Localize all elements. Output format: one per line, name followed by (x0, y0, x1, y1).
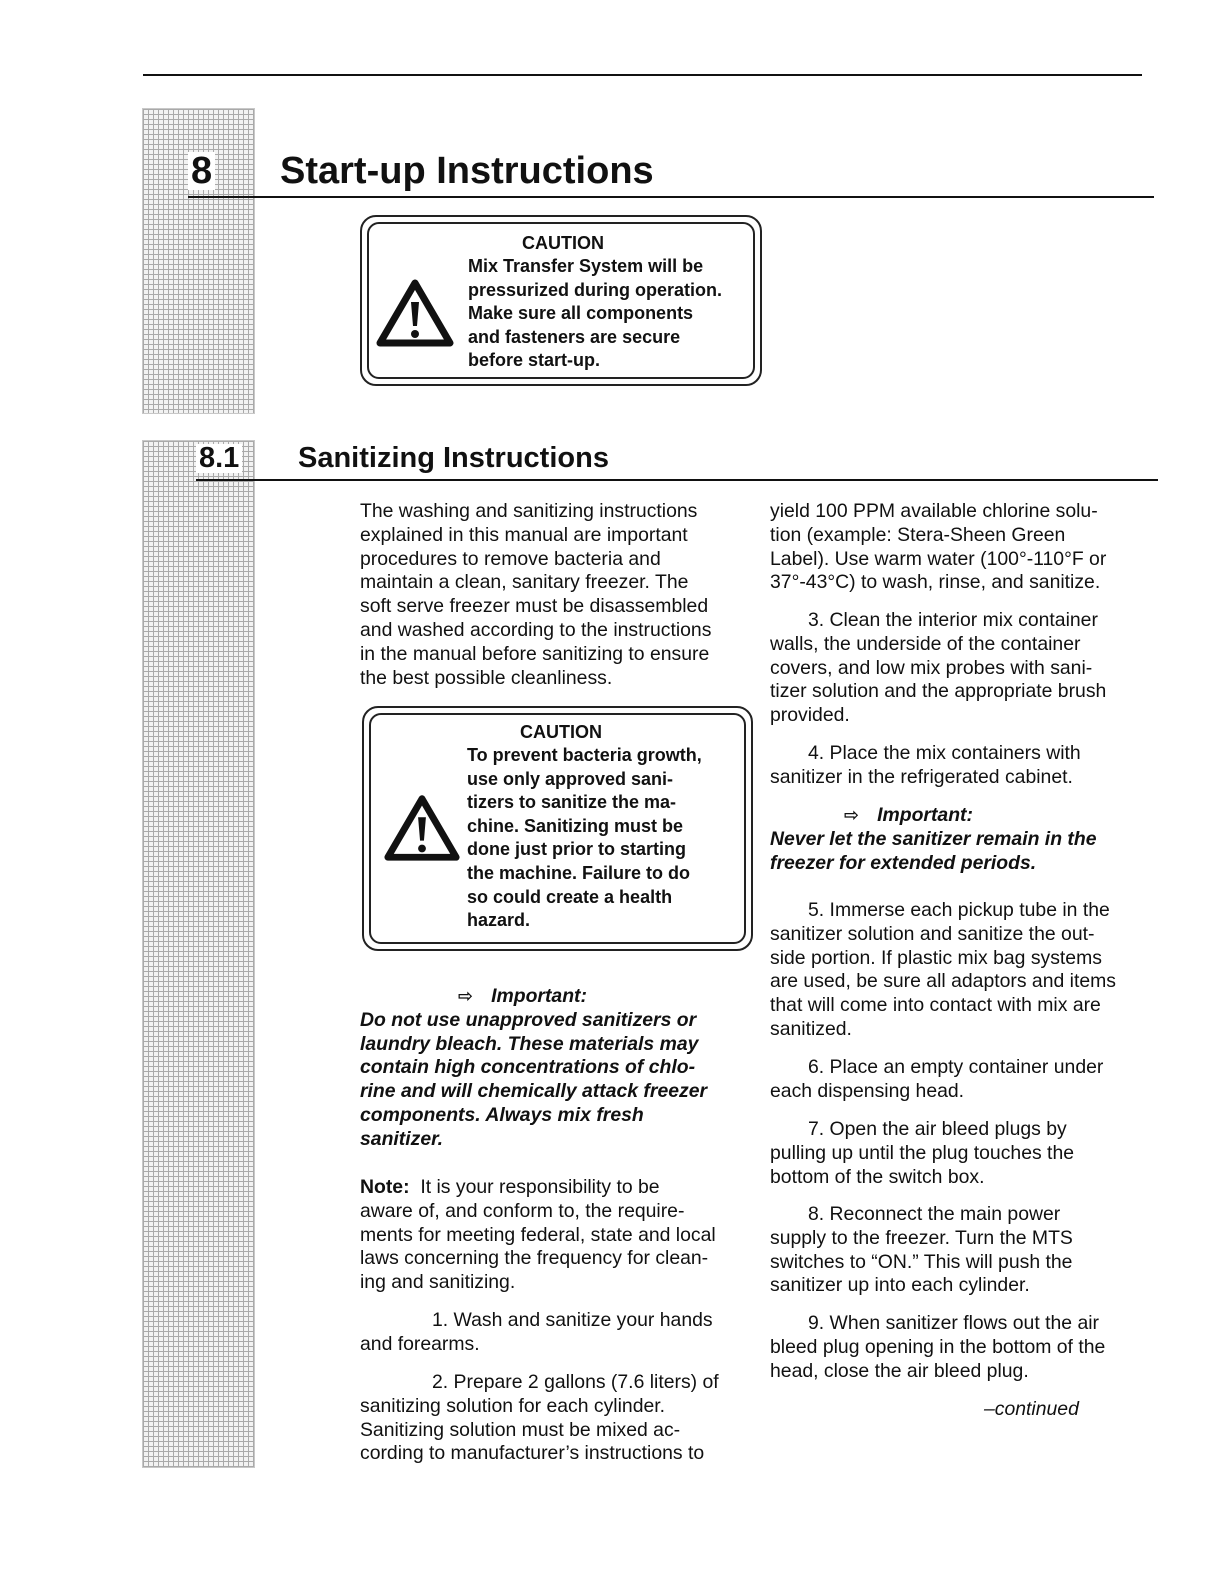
step-1: 1. Wash and sanitize your hands and forearms. (360, 1309, 713, 1355)
warning-triangle-icon (374, 277, 456, 349)
caution-text: To prevent bacteria growth, use only approved sani- tizers to sanitize the ma- chine. Sanitizing must be done just prior to starting the machine. Failure to do so could create a health hazard. (467, 745, 702, 931)
note-paragraph: Note: It is your responsibility to be aware of, and conform to, the require- ments for meeting federal, state and local laws concerning the frequency for clean- ing and sanitizing. (360, 1176, 716, 1294)
step-5: 5. Immerse each pickup tube in the sanitizer solution and sanitize the out- side portion. If plastic mix bag systems are used, be sure all adaptors and items that will come into contact with mix are sanitized. (770, 899, 1117, 1040)
important-note: ⇨ Important: Never let the sanitizer remain in the freezer for extended periods. (770, 804, 1097, 874)
step-7: 7. Open the air bleed plugs by pulling up until the plug touches the bottom of the switch box. (770, 1118, 1075, 1188)
step-9: 9. When sanitizer flows out the air bleed plug opening in the bottom of the head, close the air bleed plug. (770, 1312, 1106, 1382)
step-2: 2. Prepare 2 gallons (7.6 liters) of sanitizing solution for each cylinder. Sanitizing solution must be mixed ac- cording to manufacturer’s instructions to (360, 1371, 719, 1465)
arrow-right-icon: ⇨ (844, 805, 860, 825)
warning-triangle-icon (382, 792, 462, 864)
step-8: 8. Reconnect the main power supply to the freezer. Turn the MTS switches to “ON.” This will push the sanitizer up into each cylinder. (770, 1203, 1073, 1297)
important-note: ⇨ Important: Do not use unapproved sanitizers or laundry bleach. These materials may contain high concentrations of chlo- rine and will chemically attack freezer components. Always mix fresh sanitizer. (360, 985, 708, 1150)
caution-text: Mix Transfer System will be pressurized during operation. Make sure all components and fasteners are secure before start-up. (468, 256, 723, 371)
step-4: 4. Place the mix containers with sanitizer in the refrigerated cabinet. (770, 742, 1081, 788)
section-number: 8 (188, 152, 215, 190)
continued-label: –continued (984, 1398, 1079, 1420)
subsection-title: Sanitizing Instructions (298, 442, 609, 474)
caution-box (362, 706, 753, 951)
note-label: Note: (360, 1176, 410, 1198)
caution-heading: CAUTION (522, 233, 604, 253)
intro-paragraph: The washing and sanitizing instructions explained in this manual are important procedures to remove bacteria and maintain a clean, sanitary freezer. The soft serve freezer must be disassembled and washed according to the instructions in the manual before sanitizing to ensure the best possible cleanliness. (360, 500, 712, 689)
arrow-right-icon: ⇨ (458, 986, 474, 1006)
section-title: Start-up Instructions (280, 150, 654, 192)
step-2-continued: yield 100 PPM available chlorine solu- tion (example: Stera-Sheen Green Label). Use warm water (100°-110°F or 37°-43°C) to wash, rinse, and sanitize. (770, 500, 1107, 594)
subsection-rule (196, 479, 1158, 481)
grid-margin-strip (142, 440, 255, 1468)
top-rule (143, 74, 1142, 76)
step-3: 3. Clean the interior mix container walls, the underside of the container covers, and low mix probes with sani- tizer solution and the appropriate brush provided. (770, 609, 1107, 727)
step-6: 6. Place an empty container under each dispensing head. (770, 1056, 1104, 1102)
subsection-number: 8.1 (196, 444, 242, 473)
caution-box (360, 215, 762, 386)
section-rule (188, 196, 1154, 198)
caution-heading: CAUTION (520, 722, 602, 742)
